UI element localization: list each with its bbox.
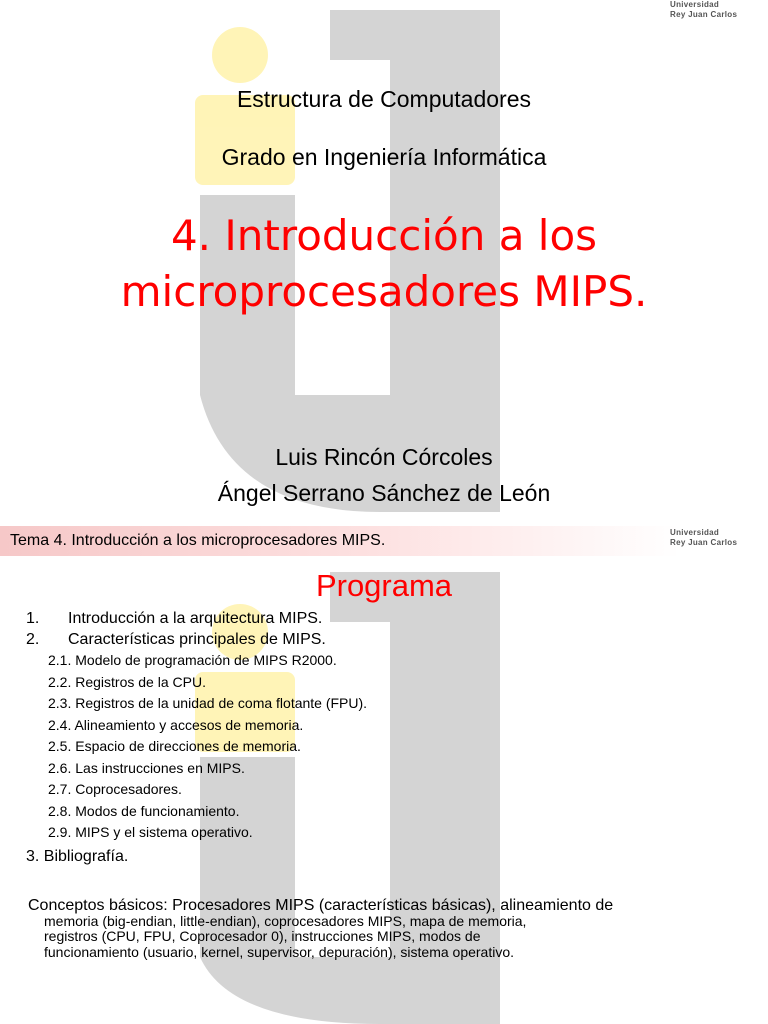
basic-concepts bbox=[28, 898, 728, 960]
concepts-line-1: Procesadores MIPS (características básicas), alineamiento de bbox=[167, 897, 614, 914]
item-text: Características principales de MIPS. bbox=[68, 631, 326, 648]
author-2: Ángel Serrano Sánchez de León bbox=[217, 480, 551, 506]
course-name: Estructura de Computadores bbox=[236, 86, 532, 112]
slide-title-line-1: 4. Introducción a los bbox=[170, 211, 598, 260]
university-logo-2 bbox=[670, 528, 760, 548]
program-outline bbox=[26, 608, 746, 867]
author-1: Luis Rincón Córcoles bbox=[275, 444, 493, 470]
outline-subitem: 2.9. MIPS y el sistema operativo. bbox=[48, 824, 253, 840]
item-text: Introducción a la arquitectura MIPS. bbox=[68, 610, 323, 627]
degree-name: Grado en Ingeniería Informática bbox=[221, 144, 547, 170]
logo-line-2: Rey Juan Carlos bbox=[670, 10, 738, 19]
outline-subitem: 2.1. Modelo de programación de MIPS R2000. bbox=[48, 652, 337, 668]
logo-line-1: Universidad bbox=[670, 528, 720, 537]
concepts-line-4: funcionamiento (usuario, kernel, supervisor, depuración), sistema operativo. bbox=[44, 943, 515, 960]
outline-subitem: 2.8. Modos de funcionamiento. bbox=[48, 802, 240, 819]
slide-title bbox=[0, 208, 768, 320]
outline-subitem: 2.7. Coprocesadores. bbox=[48, 781, 182, 797]
concepts-line-3: registros (CPU, FPU, Coprocesador 0), instrucciones MIPS, modos de bbox=[44, 928, 481, 944]
outline-item bbox=[26, 608, 746, 629]
logo-line-2: Rey Juan Carlos bbox=[670, 538, 738, 547]
slide-title-line-2: microprocesadores MIPS. bbox=[120, 267, 648, 316]
outline-item bbox=[26, 629, 746, 650]
outline-subitem: 2.2. Registros de la CPU. bbox=[48, 673, 206, 690]
university-logo bbox=[670, 0, 760, 20]
concepts-line-2: memoria (big-endian, little-endian), coprocesadores MIPS, mapa de memoria, bbox=[44, 912, 527, 929]
outline-subitem: 2.4. Alineamiento y accesos de memoria. bbox=[48, 716, 304, 733]
item-number: 1. bbox=[26, 610, 40, 627]
outline-bibliography: 3. Bibliografía. bbox=[26, 847, 129, 865]
program-slide bbox=[0, 512, 768, 1024]
item-number: 2. bbox=[26, 631, 40, 648]
program-title: Programa bbox=[315, 568, 453, 603]
logo-line-1: Universidad bbox=[670, 0, 720, 9]
outline-subitem: 2.3. Registros de la unidad de coma flotante (FPU). bbox=[48, 695, 368, 711]
slide-header: Tema 4. Introducción a los microprocesadores MIPS. bbox=[10, 532, 386, 549]
outline-subitem: 2.5. Espacio de direcciones de memoria. bbox=[48, 738, 301, 754]
concepts-label: Conceptos básicos: bbox=[28, 897, 168, 914]
outline-subitem: 2.6. Las instrucciones en MIPS. bbox=[48, 759, 245, 776]
